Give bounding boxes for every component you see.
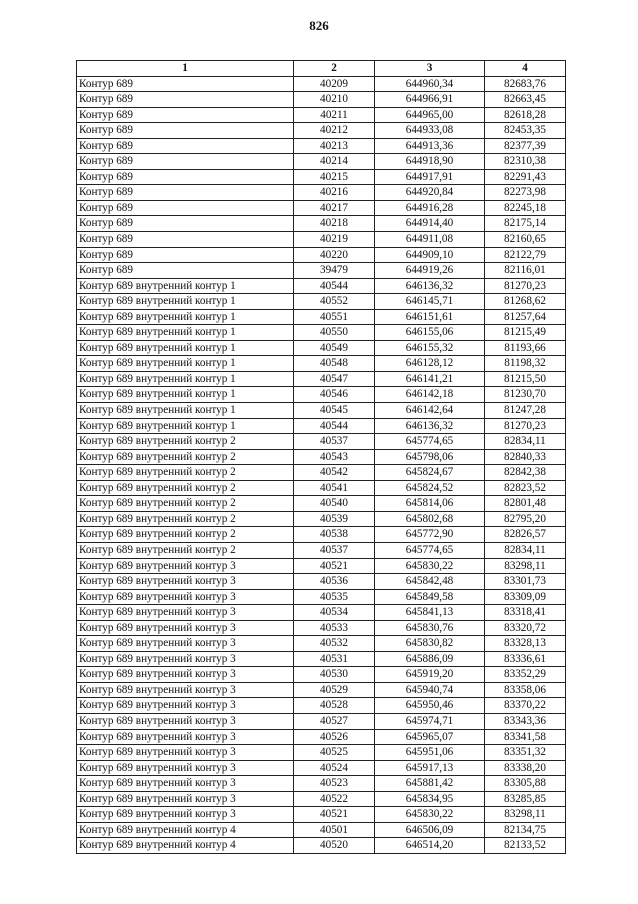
contour-name-cell: Контур 689 xyxy=(77,107,294,123)
table-row xyxy=(77,760,566,776)
point-number-cell: 40526 xyxy=(294,729,375,745)
table-body xyxy=(77,76,566,853)
point-number-cell: 40539 xyxy=(294,511,375,527)
table-row xyxy=(77,200,566,216)
contour-name-cell: Контур 689 внутренний контур 1 xyxy=(77,309,294,325)
table-row xyxy=(77,169,566,185)
x-coordinate-cell: 645772,90 xyxy=(375,527,485,543)
point-number-cell: 40547 xyxy=(294,371,375,387)
column-header-2: 2 xyxy=(294,61,375,77)
x-coordinate-cell: 644965,00 xyxy=(375,107,485,123)
table-row xyxy=(77,791,566,807)
contour-name-cell: Контур 689 внутренний контур 3 xyxy=(77,760,294,776)
contour-name-cell: Контур 689 внутренний контур 2 xyxy=(77,511,294,527)
y-coordinate-cell: 82453,35 xyxy=(485,123,566,139)
point-number-cell: 40549 xyxy=(294,340,375,356)
x-coordinate-cell: 646145,71 xyxy=(375,294,485,310)
point-number-cell: 40521 xyxy=(294,558,375,574)
x-coordinate-cell: 646136,32 xyxy=(375,418,485,434)
contour-name-cell: Контур 689 внутренний контур 3 xyxy=(77,807,294,823)
y-coordinate-cell: 83285,85 xyxy=(485,791,566,807)
point-number-cell: 40211 xyxy=(294,107,375,123)
table-row xyxy=(77,729,566,745)
x-coordinate-cell: 645974,71 xyxy=(375,713,485,729)
x-coordinate-cell: 646155,32 xyxy=(375,340,485,356)
point-number-cell: 40215 xyxy=(294,169,375,185)
page-number: 826 xyxy=(309,18,329,33)
point-number-cell: 40527 xyxy=(294,713,375,729)
contour-name-cell: Контур 689 внутренний контур 3 xyxy=(77,605,294,621)
y-coordinate-cell: 81193,66 xyxy=(485,340,566,356)
y-coordinate-cell: 81230,70 xyxy=(485,387,566,403)
table-row xyxy=(77,605,566,621)
y-coordinate-cell: 82291,43 xyxy=(485,169,566,185)
contour-name-cell: Контур 689 внутренний контур 3 xyxy=(77,713,294,729)
table-row xyxy=(77,480,566,496)
x-coordinate-cell: 646128,12 xyxy=(375,356,485,372)
contour-name-cell: Контур 689 xyxy=(77,154,294,170)
table-row xyxy=(77,745,566,761)
contour-name-cell: Контур 689 xyxy=(77,263,294,279)
x-coordinate-cell: 645886,09 xyxy=(375,651,485,667)
x-coordinate-cell: 644913,36 xyxy=(375,138,485,154)
contour-name-cell: Контур 689 внутренний контур 3 xyxy=(77,558,294,574)
table-row xyxy=(77,418,566,434)
y-coordinate-cell: 82834,11 xyxy=(485,434,566,450)
x-coordinate-cell: 645841,13 xyxy=(375,605,485,621)
table-row xyxy=(77,278,566,294)
table-row xyxy=(77,527,566,543)
y-coordinate-cell: 83341,58 xyxy=(485,729,566,745)
y-coordinate-cell: 81247,28 xyxy=(485,403,566,419)
contour-name-cell: Контур 689 внутренний контур 3 xyxy=(77,636,294,652)
y-coordinate-cell: 82133,52 xyxy=(485,838,566,854)
point-number-cell: 40534 xyxy=(294,605,375,621)
y-coordinate-cell: 83351,32 xyxy=(485,745,566,761)
table-row xyxy=(77,387,566,403)
y-coordinate-cell: 82160,65 xyxy=(485,232,566,248)
contour-name-cell: Контур 689 внутренний контур 1 xyxy=(77,294,294,310)
contour-name-cell: Контур 689 внутренний контур 2 xyxy=(77,480,294,496)
contour-name-cell: Контур 689 внутренний контур 1 xyxy=(77,403,294,419)
x-coordinate-cell: 645830,76 xyxy=(375,620,485,636)
contour-name-cell: Контур 689 xyxy=(77,76,294,92)
y-coordinate-cell: 82834,11 xyxy=(485,542,566,558)
point-number-cell: 40537 xyxy=(294,542,375,558)
contour-name-cell: Контур 689 внутренний контур 3 xyxy=(77,698,294,714)
contour-name-cell: Контур 689 внутренний контур 3 xyxy=(77,682,294,698)
y-coordinate-cell: 83343,36 xyxy=(485,713,566,729)
y-coordinate-cell: 82245,18 xyxy=(485,200,566,216)
contour-name-cell: Контур 689 внутренний контур 2 xyxy=(77,527,294,543)
column-header-1: 1 xyxy=(77,61,294,77)
table-row xyxy=(77,356,566,372)
y-coordinate-cell: 82273,98 xyxy=(485,185,566,201)
point-number-cell: 40530 xyxy=(294,667,375,683)
y-coordinate-cell: 83298,11 xyxy=(485,807,566,823)
contour-name-cell: Контур 689 внутренний контур 2 xyxy=(77,449,294,465)
contour-name-cell: Контур 689 xyxy=(77,92,294,108)
contour-name-cell: Контур 689 xyxy=(77,247,294,263)
y-coordinate-cell: 82175,14 xyxy=(485,216,566,232)
x-coordinate-cell: 644918,90 xyxy=(375,154,485,170)
point-number-cell: 40545 xyxy=(294,403,375,419)
point-number-cell: 39479 xyxy=(294,263,375,279)
table-row xyxy=(77,682,566,698)
table-row xyxy=(77,232,566,248)
point-number-cell: 40522 xyxy=(294,791,375,807)
y-coordinate-cell: 82377,39 xyxy=(485,138,566,154)
point-number-cell: 40210 xyxy=(294,92,375,108)
table-row xyxy=(77,294,566,310)
point-number-cell: 40520 xyxy=(294,838,375,854)
table-row xyxy=(77,371,566,387)
contour-name-cell: Контур 689 внутренний контур 1 xyxy=(77,325,294,341)
x-coordinate-cell: 645917,13 xyxy=(375,760,485,776)
table-row xyxy=(77,325,566,341)
contour-name-cell: Контур 689 внутренний контур 3 xyxy=(77,729,294,745)
x-coordinate-cell: 645802,68 xyxy=(375,511,485,527)
x-coordinate-cell: 645830,22 xyxy=(375,558,485,574)
table-row xyxy=(77,216,566,232)
table-row xyxy=(77,309,566,325)
y-coordinate-cell: 81198,32 xyxy=(485,356,566,372)
table-row xyxy=(77,465,566,481)
y-coordinate-cell: 82310,38 xyxy=(485,154,566,170)
point-number-cell: 40501 xyxy=(294,822,375,838)
point-number-cell: 40532 xyxy=(294,636,375,652)
x-coordinate-cell: 646155,06 xyxy=(375,325,485,341)
point-number-cell: 40219 xyxy=(294,232,375,248)
x-coordinate-cell: 645940,74 xyxy=(375,682,485,698)
x-coordinate-cell: 645824,67 xyxy=(375,465,485,481)
contour-name-cell: Контур 689 внутренний контур 3 xyxy=(77,651,294,667)
x-coordinate-cell: 646514,20 xyxy=(375,838,485,854)
x-coordinate-cell: 644933,08 xyxy=(375,123,485,139)
contour-name-cell: Контур 689 xyxy=(77,232,294,248)
y-coordinate-cell: 82801,48 xyxy=(485,496,566,512)
x-coordinate-cell: 645774,65 xyxy=(375,542,485,558)
point-number-cell: 40220 xyxy=(294,247,375,263)
y-coordinate-cell: 83328,13 xyxy=(485,636,566,652)
table-row xyxy=(77,107,566,123)
contour-name-cell: Контур 689 внутренний контур 3 xyxy=(77,745,294,761)
table-row xyxy=(77,636,566,652)
x-coordinate-cell: 645834,95 xyxy=(375,791,485,807)
table-row xyxy=(77,667,566,683)
point-number-cell: 40216 xyxy=(294,185,375,201)
point-number-cell: 40533 xyxy=(294,620,375,636)
y-coordinate-cell: 81215,49 xyxy=(485,325,566,341)
x-coordinate-cell: 646142,64 xyxy=(375,403,485,419)
x-coordinate-cell: 645830,22 xyxy=(375,807,485,823)
x-coordinate-cell: 644960,34 xyxy=(375,76,485,92)
contour-name-cell: Контур 689 xyxy=(77,123,294,139)
table-row xyxy=(77,434,566,450)
y-coordinate-cell: 83358,06 xyxy=(485,682,566,698)
y-coordinate-cell: 83336,61 xyxy=(485,651,566,667)
point-number-cell: 40214 xyxy=(294,154,375,170)
point-number-cell: 40528 xyxy=(294,698,375,714)
y-coordinate-cell: 82795,20 xyxy=(485,511,566,527)
x-coordinate-cell: 646506,09 xyxy=(375,822,485,838)
contour-name-cell: Контур 689 внутренний контур 4 xyxy=(77,838,294,854)
point-number-cell: 40551 xyxy=(294,309,375,325)
x-coordinate-cell: 645774,65 xyxy=(375,434,485,450)
contour-name-cell: Контур 689 внутренний контур 3 xyxy=(77,791,294,807)
contour-name-cell: Контур 689 внутренний контур 3 xyxy=(77,620,294,636)
point-number-cell: 40546 xyxy=(294,387,375,403)
table-row xyxy=(77,403,566,419)
y-coordinate-cell: 83338,20 xyxy=(485,760,566,776)
y-coordinate-cell: 82823,52 xyxy=(485,480,566,496)
y-coordinate-cell: 82840,33 xyxy=(485,449,566,465)
x-coordinate-cell: 645830,82 xyxy=(375,636,485,652)
point-number-cell: 40548 xyxy=(294,356,375,372)
table-row xyxy=(77,558,566,574)
y-coordinate-cell: 82842,38 xyxy=(485,465,566,481)
table-row xyxy=(77,776,566,792)
x-coordinate-cell: 644920,84 xyxy=(375,185,485,201)
y-coordinate-cell: 83320,72 xyxy=(485,620,566,636)
table-row xyxy=(77,247,566,263)
x-coordinate-cell: 644909,10 xyxy=(375,247,485,263)
y-coordinate-cell: 83318,41 xyxy=(485,605,566,621)
x-coordinate-cell: 645881,42 xyxy=(375,776,485,792)
point-number-cell: 40536 xyxy=(294,574,375,590)
point-number-cell: 40218 xyxy=(294,216,375,232)
table-row xyxy=(77,76,566,92)
point-number-cell: 40552 xyxy=(294,294,375,310)
contour-name-cell: Контур 689 внутренний контур 1 xyxy=(77,278,294,294)
y-coordinate-cell: 83309,09 xyxy=(485,589,566,605)
table-row xyxy=(77,511,566,527)
contour-name-cell: Контур 689 внутренний контур 1 xyxy=(77,356,294,372)
x-coordinate-cell: 645950,46 xyxy=(375,698,485,714)
contour-name-cell: Контур 689 внутренний контур 2 xyxy=(77,542,294,558)
table-row xyxy=(77,822,566,838)
point-number-cell: 40213 xyxy=(294,138,375,154)
point-number-cell: 40209 xyxy=(294,76,375,92)
contour-name-cell: Контур 689 внутренний контур 1 xyxy=(77,371,294,387)
table-row xyxy=(77,123,566,139)
contour-name-cell: Контур 689 внутренний контур 3 xyxy=(77,776,294,792)
point-number-cell: 40523 xyxy=(294,776,375,792)
y-coordinate-cell: 82116,01 xyxy=(485,263,566,279)
contour-name-cell: Контур 689 xyxy=(77,200,294,216)
y-coordinate-cell: 81268,62 xyxy=(485,294,566,310)
y-coordinate-cell: 82826,57 xyxy=(485,527,566,543)
x-coordinate-cell: 644916,28 xyxy=(375,200,485,216)
point-number-cell: 40544 xyxy=(294,418,375,434)
x-coordinate-cell: 645814,06 xyxy=(375,496,485,512)
table-row xyxy=(77,838,566,854)
table-row xyxy=(77,263,566,279)
y-coordinate-cell: 83298,11 xyxy=(485,558,566,574)
contour-name-cell: Контур 689 внутренний контур 3 xyxy=(77,589,294,605)
point-number-cell: 40529 xyxy=(294,682,375,698)
y-coordinate-cell: 82683,76 xyxy=(485,76,566,92)
table-row xyxy=(77,542,566,558)
y-coordinate-cell: 82122,79 xyxy=(485,247,566,263)
contour-name-cell: Контур 689 xyxy=(77,216,294,232)
point-number-cell: 40217 xyxy=(294,200,375,216)
contour-name-cell: Контур 689 внутренний контур 1 xyxy=(77,340,294,356)
contour-name-cell: Контур 689 внутренний контур 4 xyxy=(77,822,294,838)
point-number-cell: 40543 xyxy=(294,449,375,465)
y-coordinate-cell: 81270,23 xyxy=(485,418,566,434)
table-row xyxy=(77,138,566,154)
y-coordinate-cell: 82663,45 xyxy=(485,92,566,108)
point-number-cell: 40531 xyxy=(294,651,375,667)
table-row xyxy=(77,807,566,823)
x-coordinate-cell: 645824,52 xyxy=(375,480,485,496)
point-number-cell: 40521 xyxy=(294,807,375,823)
column-header-4: 4 xyxy=(485,61,566,77)
table-row xyxy=(77,185,566,201)
x-coordinate-cell: 644917,91 xyxy=(375,169,485,185)
table-row xyxy=(77,698,566,714)
table-row xyxy=(77,651,566,667)
table-row xyxy=(77,574,566,590)
y-coordinate-cell: 82618,28 xyxy=(485,107,566,123)
x-coordinate-cell: 644911,08 xyxy=(375,232,485,248)
y-coordinate-cell: 81257,64 xyxy=(485,309,566,325)
point-number-cell: 40525 xyxy=(294,745,375,761)
contour-name-cell: Контур 689 внутренний контур 2 xyxy=(77,496,294,512)
contour-name-cell: Контур 689 внутренний контур 3 xyxy=(77,667,294,683)
table-row xyxy=(77,449,566,465)
y-coordinate-cell: 81270,23 xyxy=(485,278,566,294)
point-number-cell: 40537 xyxy=(294,434,375,450)
y-coordinate-cell: 83370,22 xyxy=(485,698,566,714)
contour-name-cell: Контур 689 xyxy=(77,185,294,201)
x-coordinate-cell: 645798,06 xyxy=(375,449,485,465)
x-coordinate-cell: 645951,06 xyxy=(375,745,485,761)
point-number-cell: 40541 xyxy=(294,480,375,496)
x-coordinate-cell: 646151,61 xyxy=(375,309,485,325)
point-number-cell: 40538 xyxy=(294,527,375,543)
table-row xyxy=(77,340,566,356)
table-row xyxy=(77,154,566,170)
y-coordinate-cell: 83305,88 xyxy=(485,776,566,792)
contour-name-cell: Контур 689 внутренний контур 2 xyxy=(77,465,294,481)
x-coordinate-cell: 646142,18 xyxy=(375,387,485,403)
x-coordinate-cell: 645965,07 xyxy=(375,729,485,745)
point-number-cell: 40212 xyxy=(294,123,375,139)
table-header-row xyxy=(77,61,566,77)
point-number-cell: 40550 xyxy=(294,325,375,341)
x-coordinate-cell: 646136,32 xyxy=(375,278,485,294)
y-coordinate-cell: 83301,73 xyxy=(485,574,566,590)
table-row xyxy=(77,496,566,512)
point-number-cell: 40535 xyxy=(294,589,375,605)
x-coordinate-cell: 645919,20 xyxy=(375,667,485,683)
coordinates-table xyxy=(76,60,566,854)
contour-name-cell: Контур 689 xyxy=(77,169,294,185)
table-row xyxy=(77,620,566,636)
contour-name-cell: Контур 689 внутренний контур 2 xyxy=(77,434,294,450)
y-coordinate-cell: 83352,29 xyxy=(485,667,566,683)
contour-name-cell: Контур 689 внутренний контур 3 xyxy=(77,574,294,590)
table-row xyxy=(77,589,566,605)
x-coordinate-cell: 644914,40 xyxy=(375,216,485,232)
contour-name-cell: Контур 689 внутренний контур 1 xyxy=(77,387,294,403)
point-number-cell: 40544 xyxy=(294,278,375,294)
point-number-cell: 40542 xyxy=(294,465,375,481)
x-coordinate-cell: 644966,91 xyxy=(375,92,485,108)
point-number-cell: 40540 xyxy=(294,496,375,512)
x-coordinate-cell: 646141,21 xyxy=(375,371,485,387)
contour-name-cell: Контур 689 внутренний контур 1 xyxy=(77,418,294,434)
point-number-cell: 40524 xyxy=(294,760,375,776)
table-row xyxy=(77,92,566,108)
table-row xyxy=(77,713,566,729)
y-coordinate-cell: 81215,50 xyxy=(485,371,566,387)
x-coordinate-cell: 645849,58 xyxy=(375,589,485,605)
x-coordinate-cell: 644919,26 xyxy=(375,263,485,279)
column-header-3: 3 xyxy=(375,61,485,77)
x-coordinate-cell: 645842,48 xyxy=(375,574,485,590)
y-coordinate-cell: 82134,75 xyxy=(485,822,566,838)
contour-name-cell: Контур 689 xyxy=(77,138,294,154)
